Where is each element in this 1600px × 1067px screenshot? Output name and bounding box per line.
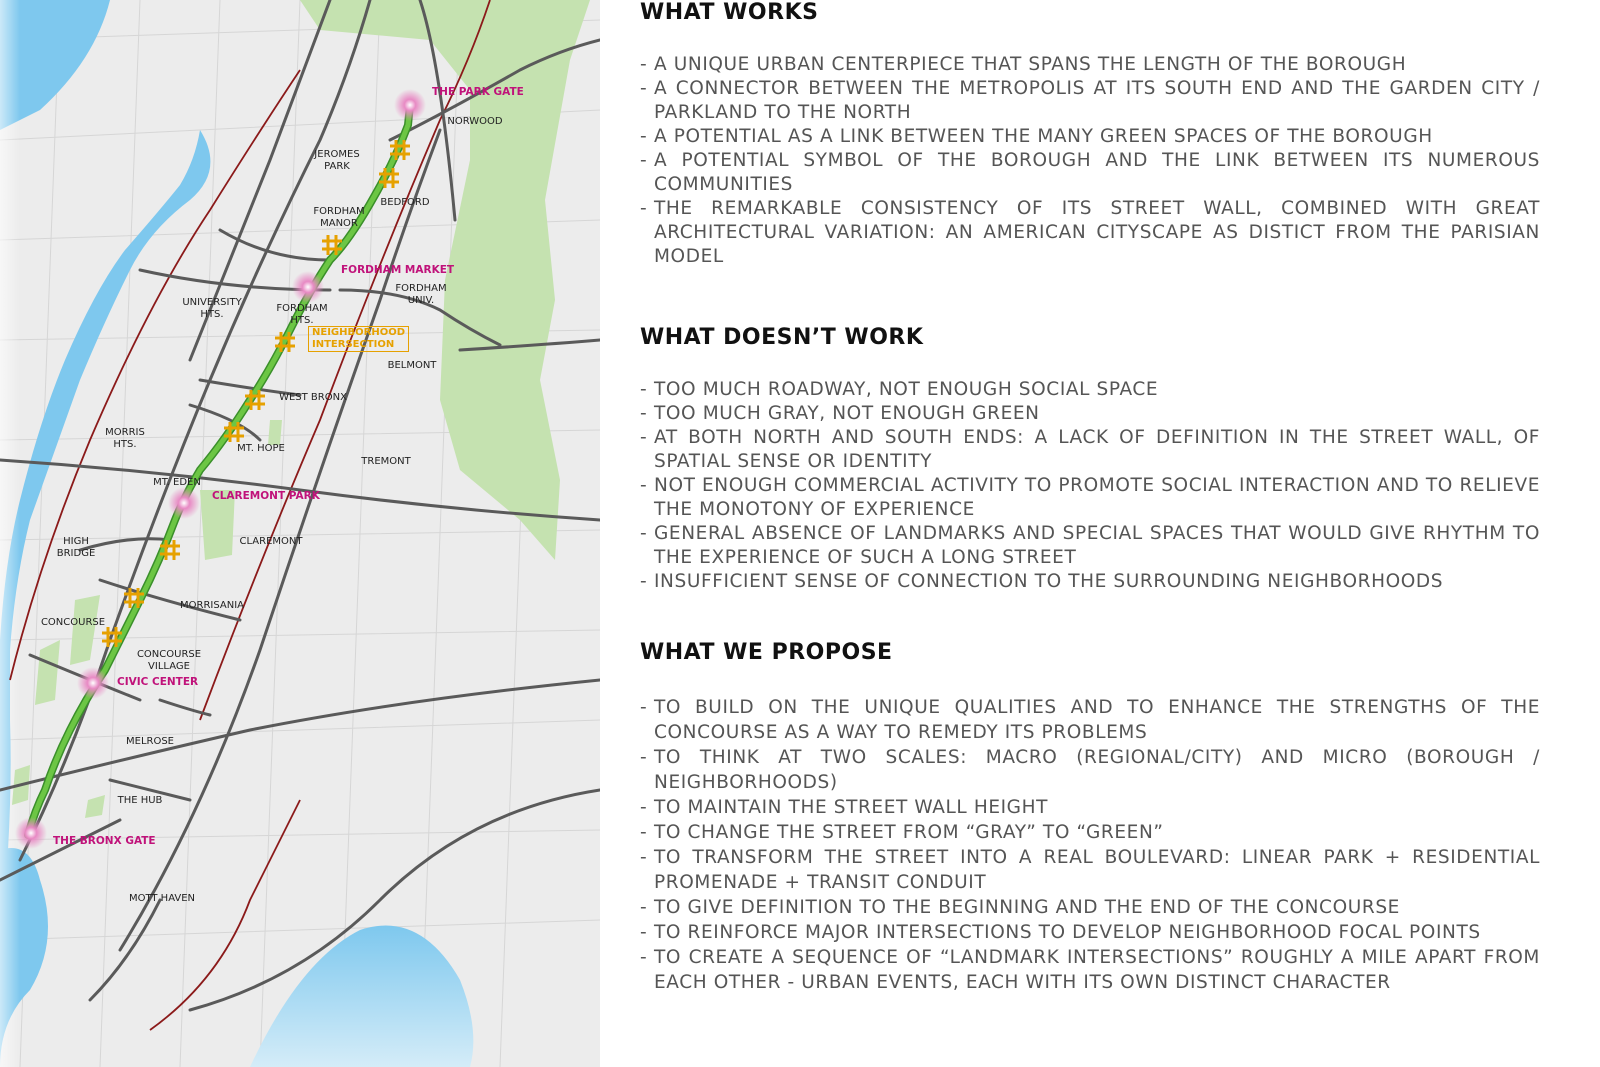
neighborhood-label: UNIVERSITY HTS. bbox=[182, 297, 242, 320]
concourse-map bbox=[0, 0, 600, 1067]
neighborhood-label: MOTT HAVEN bbox=[128, 893, 196, 904]
landmark-label-bronx-gate: THE BRONX GATE bbox=[53, 835, 156, 847]
neighborhood-label: BEDFORD bbox=[380, 197, 430, 208]
neighborhood-label: TREMONT bbox=[361, 456, 411, 467]
analysis-text bbox=[640, 0, 1540, 1067]
section-heading: WHAT WE PROPOSE bbox=[640, 640, 893, 665]
list-item: - THE REMARKABLE CONSISTENCY OF ITS STREET WALL, COMBINED WITH GREAT ARCHITECTURAL VARIATION: AN AMERICAN CITYSCAPE AS DISTICT FROM THE PARISIAN MODEL bbox=[640, 197, 1540, 269]
list-item: - AT BOTH NORTH AND SOUTH ENDS: A LACK OF DEFINITION IN THE STREET WALL, OF SPATIAL SENSE OR IDENTITY bbox=[640, 426, 1540, 474]
edge-fade bbox=[0, 0, 20, 1067]
item-list bbox=[640, 53, 1540, 269]
landmark-label-park-gate: THE PARK GATE bbox=[432, 86, 524, 98]
neighborhood-label: CONCOURSE VILLAGE bbox=[136, 649, 202, 672]
item-list bbox=[640, 695, 1540, 995]
list-item: - A CONNECTOR BETWEEN THE METROPOLIS AT ITS SOUTH END AND THE GARDEN CITY / PARKLAND TO THE NORTH bbox=[640, 77, 1540, 125]
neighborhood-label: WEST BRONX bbox=[279, 392, 347, 403]
neighborhood-label: CLAREMONT bbox=[239, 536, 303, 547]
list-item: - TO MAINTAIN THE STREET WALL HEIGHT bbox=[640, 795, 1540, 820]
section-what-doesnt-work bbox=[640, 325, 1540, 594]
neighborhood-label: MORRIS HTS. bbox=[105, 427, 145, 450]
landmark-marker-civic-center bbox=[77, 667, 109, 699]
neighborhood-label: JEROMES PARK bbox=[314, 149, 360, 172]
section-what-works bbox=[640, 0, 1540, 269]
landmark-marker-claremont-park bbox=[168, 487, 200, 519]
map-graphic bbox=[0, 0, 600, 1067]
landmark-marker-bronx-gate bbox=[15, 817, 47, 849]
list-item: - TO GIVE DEFINITION TO THE BEGINNING AND THE END OF THE CONCOURSE bbox=[640, 895, 1540, 920]
landmark-marker-park-gate bbox=[394, 89, 426, 121]
list-item: - TO BUILD ON THE UNIQUE QUALITIES AND TO ENHANCE THE STRENGTHS OF THE CONCOURSE AS A WAY TO REMEDY ITS PROBLEMS bbox=[640, 695, 1540, 745]
neighborhood-label: MT. HOPE bbox=[237, 443, 285, 454]
section-what-we-propose bbox=[640, 640, 1540, 995]
park-small-1 bbox=[268, 420, 282, 445]
list-item: - TO TRANSFORM THE STREET INTO A REAL BOULEVARD: LINEAR PARK + RESIDENTIAL PROMENADE + TRANSIT CONDUIT bbox=[640, 845, 1540, 895]
list-item: - TO CHANGE THE STREET FROM “GRAY” TO “GREEN” bbox=[640, 820, 1540, 845]
neighborhood-label: BELMONT bbox=[387, 360, 437, 371]
neighborhood-label: HIGH BRIDGE bbox=[56, 536, 96, 559]
list-item: - TOO MUCH ROADWAY, NOT ENOUGH SOCIAL SPACE bbox=[640, 378, 1540, 402]
section-heading: WHAT WORKS bbox=[640, 0, 819, 25]
list-item: - TO CREATE A SEQUENCE OF “LANDMARK INTERSECTIONS” ROUGHLY A MILE APART FROM EACH OTHER - URBAN EVENTS, EACH WITH ITS OWN DISTINCT CHARACTER bbox=[640, 945, 1540, 995]
list-item: - A POTENTIAL SYMBOL OF THE BOROUGH AND THE LINK BETWEEN ITS NUMEROUS COMMUNITIES bbox=[640, 149, 1540, 197]
neighborhood-label: NORWOOD bbox=[447, 116, 503, 127]
landmark-label-civic-center: CIVIC CENTER bbox=[117, 676, 199, 688]
neighborhood-label: FORDHAM UNIV. bbox=[395, 283, 447, 306]
list-item: - GENERAL ABSENCE OF LANDMARKS AND SPECIAL SPACES THAT WOULD GIVE RHYTHM TO THE EXPERIENCE OF SUCH A LONG STREET bbox=[640, 522, 1540, 570]
neighborhood-label: FORDHAM HTS. bbox=[276, 303, 328, 326]
intersection-label: NEIGHBORHOOD INTERSECTION bbox=[308, 326, 409, 352]
item-list bbox=[640, 378, 1540, 594]
list-item: - TOO MUCH GRAY, NOT ENOUGH GREEN bbox=[640, 402, 1540, 426]
list-item: - NOT ENOUGH COMMERCIAL ACTIVITY TO PROMOTE SOCIAL INTERACTION AND TO RELIEVE THE MONOTONY OF EXPERIENCE bbox=[640, 474, 1540, 522]
list-item: - A UNIQUE URBAN CENTERPIECE THAT SPANS THE LENGTH OF THE BOROUGH bbox=[640, 53, 1540, 77]
neighborhood-label: MORRISANIA bbox=[180, 600, 244, 611]
list-item: - INSUFFICIENT SENSE OF CONNECTION TO THE SURROUNDING NEIGHBORHOODS bbox=[640, 570, 1540, 594]
neighborhood-label: MELROSE bbox=[125, 736, 175, 747]
neighborhood-label: MT. EDEN bbox=[153, 477, 201, 488]
landmark-label-fordham-market: FORDHAM MARKET bbox=[341, 264, 455, 276]
landmark-label-claremont-park: CLAREMONT PARK bbox=[212, 490, 320, 502]
neighborhood-label: THE HUB bbox=[117, 795, 163, 806]
neighborhood-label: CONCOURSE bbox=[40, 617, 106, 628]
list-item: - A POTENTIAL AS A LINK BETWEEN THE MANY GREEN SPACES OF THE BOROUGH bbox=[640, 125, 1540, 149]
list-item: - TO REINFORCE MAJOR INTERSECTIONS TO DEVELOP NEIGHBORHOOD FOCAL POINTS bbox=[640, 920, 1540, 945]
landmark-marker-fordham-market bbox=[292, 271, 324, 303]
neighborhood-label: FORDHAM MANOR bbox=[313, 206, 365, 229]
list-item: - TO THINK AT TWO SCALES: MACRO (REGIONAL/CITY) AND MICRO (BOROUGH / NEIGHBORHOODS) bbox=[640, 745, 1540, 795]
section-heading: WHAT DOESN’T WORK bbox=[640, 325, 924, 350]
